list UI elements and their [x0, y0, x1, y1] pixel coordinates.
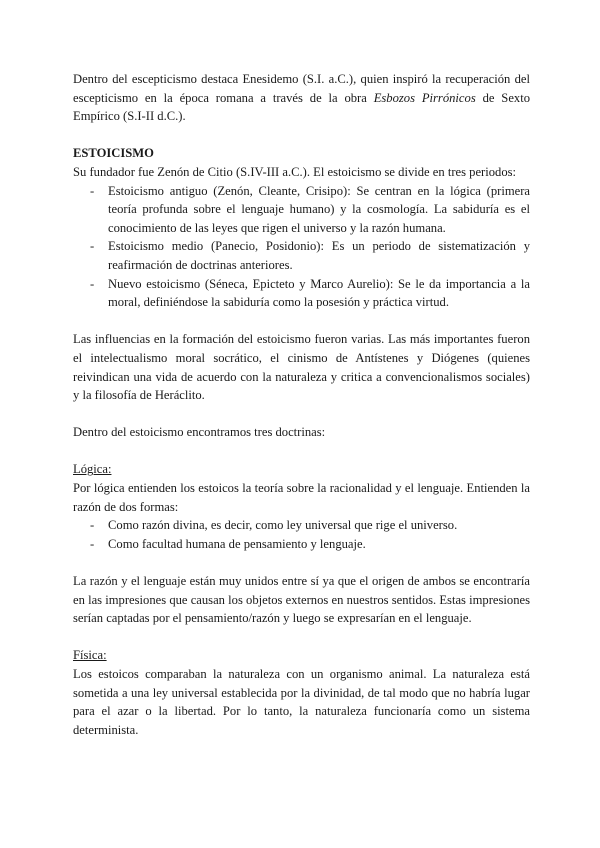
founder-paragraph: Su fundador fue Zenón de Citio (S.IV-III a.C.). El estoicismo se divide en tres periodos:	[73, 164, 517, 179]
intro-paragraph	[73, 70, 530, 126]
logica-forms-list	[73, 516, 530, 553]
fisica-paragraph: Los estoicos comparaban la naturaleza con un organismo animal. La naturaleza está sometida a una ley universal establecida por la divinidad, de tal modo que no habría lugar para el azar o la libertad. Por lo tanto, la naturaleza funcionaría como un sistema determinista.	[73, 667, 530, 737]
intro-text-before: Dentro del escepticismo destaca Enesidemo (S.I. a.C.), quien inspiró la recuperación del escepticismo en la época romana a través de la obra	[73, 72, 530, 105]
spacer	[73, 628, 530, 647]
intro-text-after: de Sexto Empírico (S.I-II d.C.).	[73, 90, 530, 124]
subheading-fisica: Física:	[73, 648, 107, 663]
book-title: Esbozos Pirrónicos	[373, 90, 476, 105]
list-item: - Como razón divina, es decir, como ley universal que rige el universo.	[88, 516, 530, 535]
list-item: - Estoicismo medio (Panecio, Posidonio): Es un periodo de sistematización y reafirmación de doctrinas anteriores.	[88, 237, 530, 274]
logica-paragraph: Por lógica entienden los estoicos la teoría sobre la racionalidad y el lenguaje. Entienden la razón de dos formas:	[73, 481, 530, 514]
spacer	[73, 442, 530, 461]
section-heading-estoicismo: ESTOICISMO	[73, 146, 154, 161]
periods-list	[73, 182, 530, 312]
spacer	[73, 126, 530, 145]
list-item: - Nuevo estoicismo (Séneca, Epicteto y Marco Aurelio): Se le da importancia a la moral, definiéndose la sabiduría como la posesión y práctica virtud.	[88, 275, 530, 312]
list-item: - Como facultad humana de pensamiento y lenguaje.	[88, 535, 530, 554]
spacer	[73, 312, 530, 331]
subheading-logica: Lógica:	[73, 462, 112, 477]
list-item: - Estoicismo antiguo (Zenón, Cleante, Crisipo): Se centran en la lógica (primera teoría profunda sobre el lenguaje humano) y la cosmología. La sabiduría es el conocimiento de las leyes que rigen el universo y la razón humana.	[88, 182, 530, 238]
influences-paragraph: Las influencias en la formación del estoicismo fueron varias. Las más importantes fueron el intelectualismo moral socrático, el cinismo de Antístenes y Diógenes (quienes reivindican una vida de acuerdo con la naturaleza y critica a convencionalismos sociales) y la filosofía de Heráclito.	[73, 332, 530, 403]
spacer	[73, 553, 530, 572]
logica-detail-paragraph: La razón y el lenguaje están muy unidos entre sí ya que el origen de ambos se encontraría en las impresiones que causan los objetos externos en nuestros sentidos. Estas impresiones serían captadas por el pensamiento/razón y luego se expresarían en el lenguaje.	[73, 574, 530, 626]
doctrines-intro: Dentro del estoicismo encontramos tres doctrinas:	[73, 425, 326, 440]
spacer	[73, 405, 530, 424]
